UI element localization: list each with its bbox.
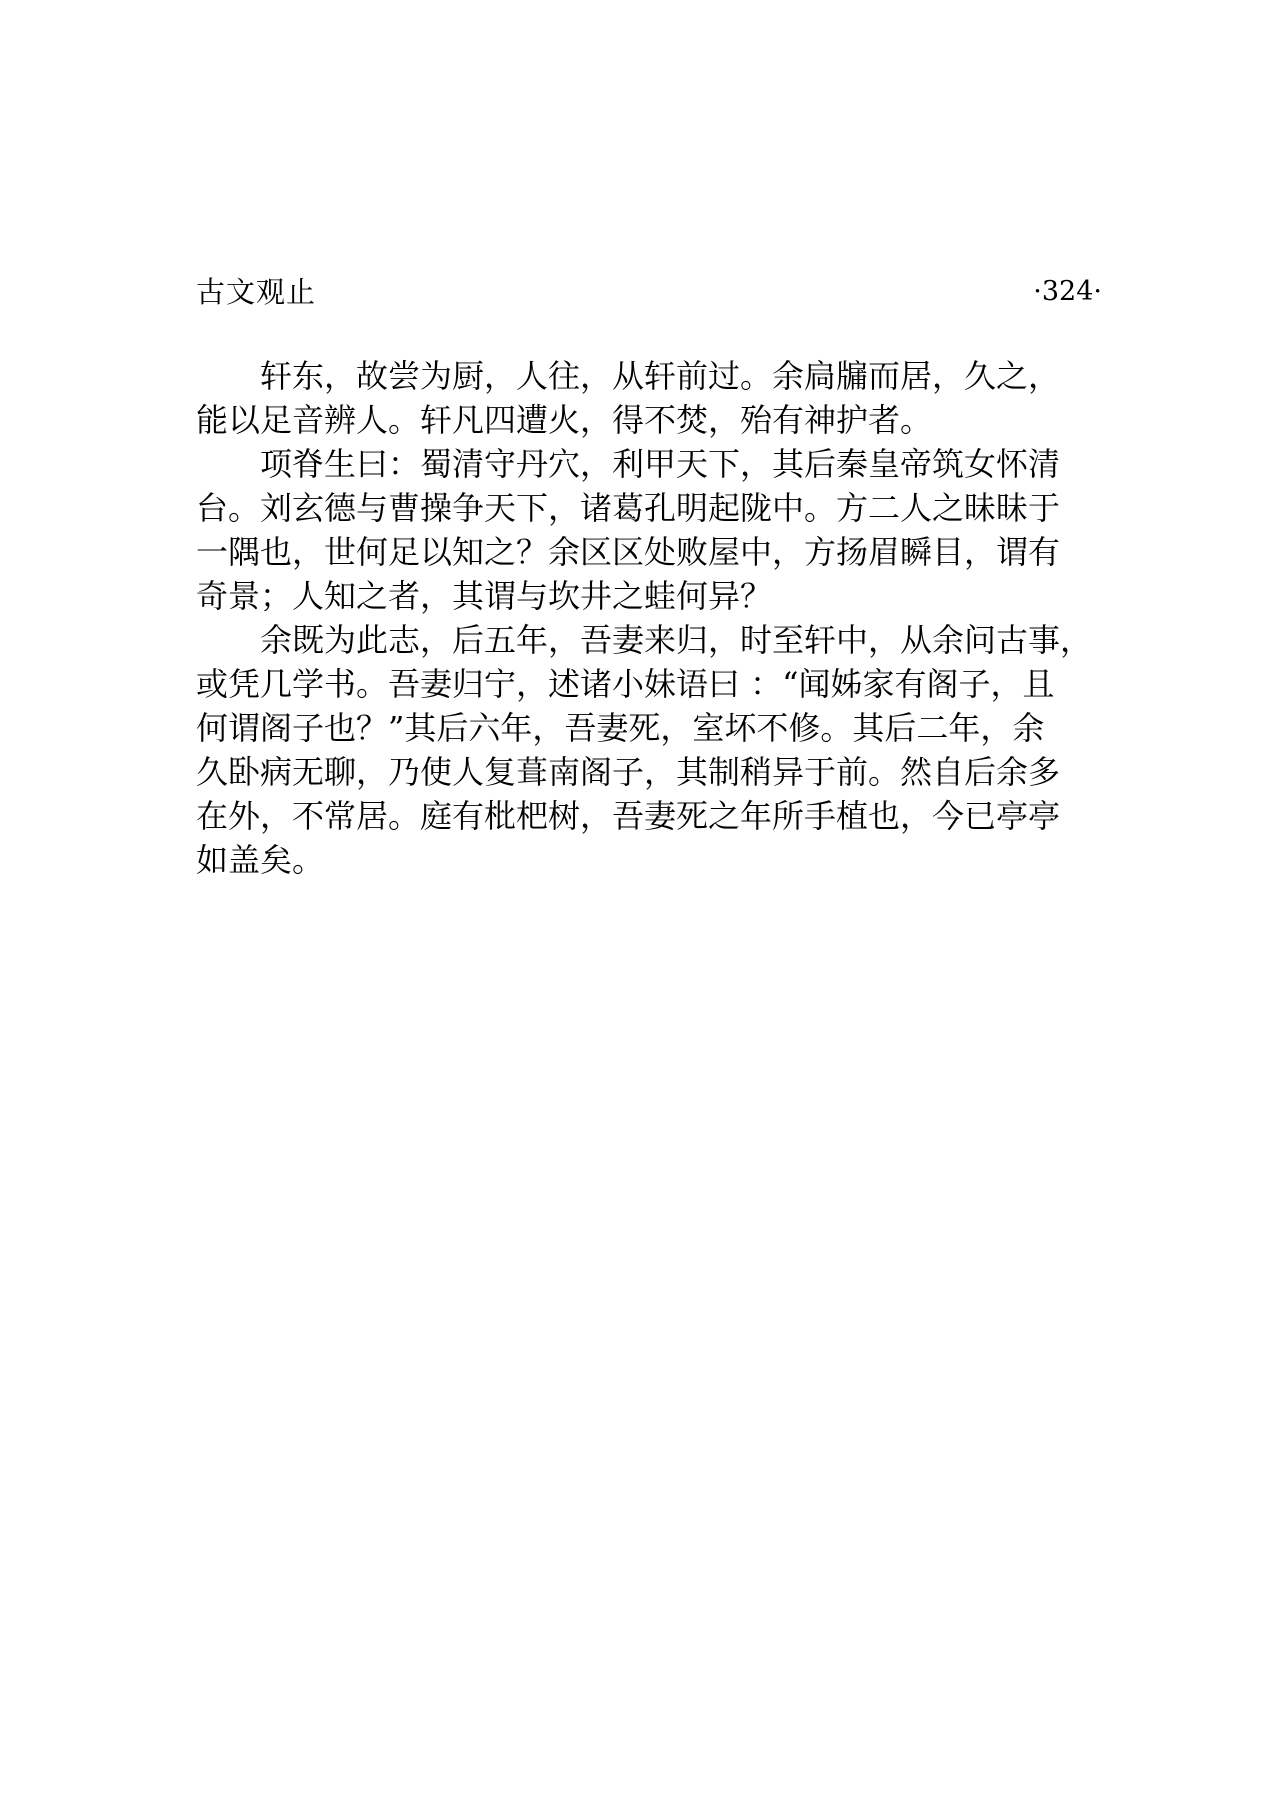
text-line: 余既为此志，后五年，吾妻来归，时至轩中，从余问古事， bbox=[260, 621, 1093, 659]
text-line: 久卧病无聊，乃使人复葺南阁子，其制稍异于前。然自后余多 bbox=[196, 753, 1061, 791]
text-line: 轩东，故尝为厨，人往，从轩前过。余扃牖而居，久之， bbox=[260, 357, 1061, 395]
book-title: 古文观止 bbox=[196, 275, 317, 309]
page-header bbox=[196, 272, 1102, 312]
text-line: 能以足音辨人。轩凡四遭火，得不焚，殆有神护者。 bbox=[196, 401, 933, 439]
body-text bbox=[196, 354, 1116, 882]
text-line: 何谓阁子也？”其后六年，吾妻死，室坏不修。其后二年，余 bbox=[196, 709, 1045, 747]
text-line: 如盖矣。 bbox=[196, 841, 325, 879]
text-line: 奇景；人知之者，其谓与坎井之蛙何异？ bbox=[196, 577, 773, 615]
text-line: 项脊生曰：蜀清守丹穴，利甲天下，其后秦皇帝筑女怀清 bbox=[260, 445, 1061, 483]
text-line: 或凭几学书。吾妻归宁，述诸小妹语曰 ：“闻姊家有阁子，且 bbox=[196, 665, 1055, 703]
text-line: 在外，不常居。庭有枇杷树，吾妻死之年所手植也，今已亭亭 bbox=[196, 797, 1061, 835]
text-line: 台。刘玄德与曹操争天下，诸葛孔明起陇中。方二人之昧昧于 bbox=[196, 489, 1061, 527]
page-number: ·324· bbox=[1033, 276, 1102, 307]
text-line: 一隅也，世何足以知之？余区区处败屋中，方扬眉瞬目，谓有 bbox=[196, 533, 1061, 571]
